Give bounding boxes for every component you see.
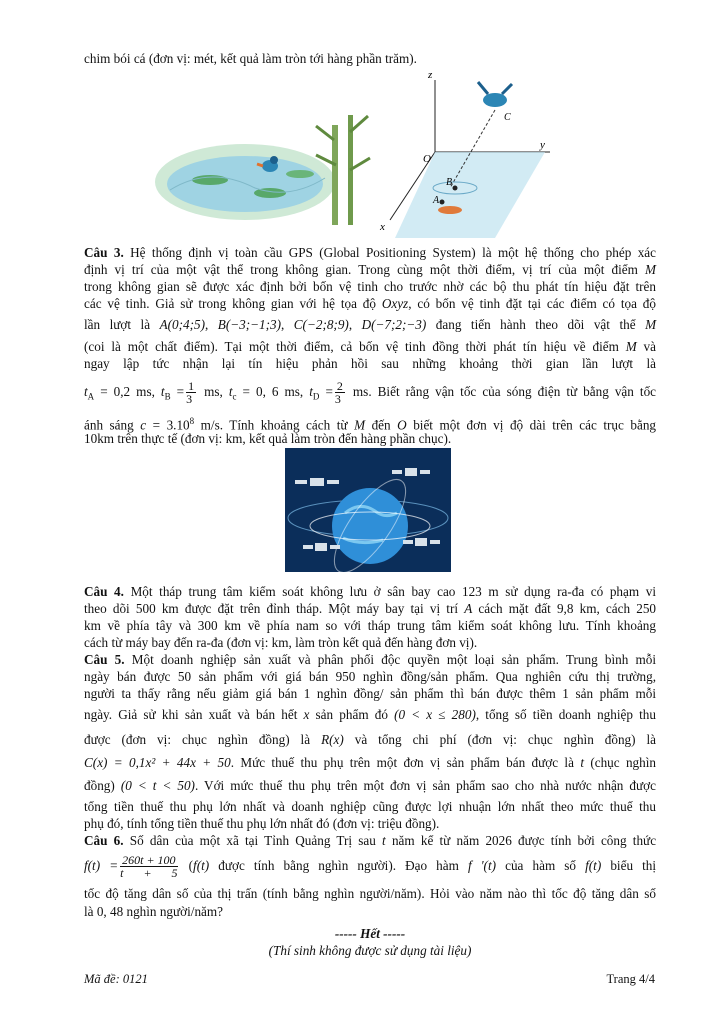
q3-line-10: 10km trên thực tế (đơn vị: km, kết quả làm tròn đến hàng phần chục). — [84, 431, 452, 446]
q5-line-2: ngày bán được 50 sản phẩm với giá bán 950 nghìn đồng/sản phẩm. Qua nghiên cứu thị trường, — [84, 669, 656, 684]
q3-line-5: lần lượt là A(0;4;5), B(−3;−1;3), C(−2;8;9), D(−7;2;−3) đang tiến hành theo dõi vật thể M — [84, 317, 657, 332]
q5-line-5: được (đơn vị: chục nghìn đồng) là R(x) và tổng chi phí (đơn vị: chục nghìn đồng) là — [84, 732, 657, 747]
figure-pond-coordinate — [150, 70, 570, 240]
point-a-label: A — [433, 195, 440, 206]
q5-label: Câu 5. — [84, 652, 125, 667]
q4-line-4: cách từ máy bay đến ra-đa (đơn vị: km, làm tròn kết quả đến hàng đơn vị). — [84, 635, 478, 650]
coordinate-system — [379, 70, 550, 238]
kingfisher-pond-illustration — [155, 115, 370, 225]
q5-line-7: đồng) (0 < t < 50). Với mức thuế thu phụ trên một đơn vị sản phẩm sao cho nhà nước nhận được — [84, 778, 656, 793]
q5-line-9: phụ đó, tính tổng tiền thuế thu phụ lớn nhất đó (đơn vị: triệu đồng). — [84, 816, 440, 831]
q3-line-9: ánh sáng $c = 3.10^8$ m/s. Tính khoảng cách từ M đến O biết một đơn vị độ dài trên các trục bằng — [84, 416, 657, 433]
x-axis-label: x — [380, 221, 385, 233]
end-mark: ----- Hết ----- — [334, 926, 406, 941]
exam-code: Mã đề: 0121 — [84, 972, 148, 986]
q3-line-8: $t_A = 0,2$ ms, $t_B$ = $\frac{1}{3}$ ms, $t_c = 0$, 6 ms, $t_D$ = $\frac{2}{3}$ ms. Biết rằng vận tốc của sóng điện từ bằng vận tốc — [84, 379, 657, 407]
q3-line-7: ngay lập tức nhận lại tín hiệu phản hồi sau những khoảng thời gian lần lượt là — [84, 356, 656, 371]
q6-line-1: Câu 6. Số dân của một xã tại Tỉnh Quảng Trị sau t năm kể từ năm 2026 được tính bởi công thức — [84, 833, 657, 848]
q5-line-3: người ta thấy rằng nếu giảm giá bán 1 nghìn đồng/ sản phẩm thì bán được thêm 1 sản phẩm mỗi — [84, 686, 656, 701]
q5-line-8: tổng tiền thuế thu phụ lớn nhất và doanh nghiệp cũng được lợi nhuận lớn nhất theo mức thuế thu — [84, 799, 656, 814]
q6-line-4: là 0, 48 nghìn người/năm? — [84, 904, 224, 919]
page-number: Trang 4/4 — [606, 972, 655, 986]
point-c-label: C — [504, 112, 511, 123]
q4-line-1: Câu 4. Một tháp trung tâm kiểm soát không lưu ở sân bay cao 123 m sử dụng ra-đa có phạm vi — [84, 584, 657, 599]
q5-line-1: Câu 5. Một doanh nghiệp sản xuất và phân phối độc quyền một loại sản phẩm. Trung bình mỗi — [84, 652, 657, 667]
no-materials-note: (Thí sinh không được sử dụng tài liệu) — [268, 943, 472, 958]
q3-line-4: các vệ tinh. Giả sử trong không gian với hệ tọa độ Oxyz, có bốn vệ tinh đặt tại các điểm có tọa độ — [84, 296, 656, 311]
y-axis-label: y — [540, 139, 545, 151]
q5-line-6: C(x) = 0,1x² + 44x + 50. Mức thuế thu phụ trên một đơn vị sản phẩm bán được là t (chục nghìn — [84, 755, 656, 770]
q6-label: Câu 6. — [84, 833, 124, 848]
q5-line-4: ngày. Giả sử khi sản xuất và bán hết x sản phẩm đó (0 < x ≤ 280), tổng số tiền doanh nghiệp thu — [84, 707, 656, 722]
q3-line-3: trong không gian sẽ được xác định bởi bốn vệ tinh cho trước nhờ các bộ thu phát tín hiệu đặt trên — [84, 279, 656, 294]
z-axis-label: z — [428, 70, 433, 81]
q3-label: Câu 3. — [84, 245, 124, 260]
point-b-label: B — [446, 177, 453, 188]
q4-line-2: theo dõi 500 km được đặt trên đỉnh tháp. Một máy bay tại vị trí A cách mặt đất 9,8 km, cách 250 — [84, 601, 657, 616]
q3-line-1: Câu 3. Hệ thống định vị toàn cầu GPS (Global Positioning System) là một hệ thống cho phép xác — [84, 245, 656, 260]
top-line: chim bói cá (đơn vị: mét, kết quả làm tròn tới hàng phần trăm). — [84, 51, 417, 66]
q3-line-6: (coi là một chất điểm). Tại một thời điểm, cả bốn vệ tinh đồng thời phát tín hiệu về điểm M và — [84, 339, 656, 354]
q6-line-2: f(t) = $\frac{260t + 100}{t + 5}$ (f(t) được tính bằng nghìn người). Đạo hàm f '(t) của hàm số f(t) biểu thị — [84, 853, 657, 881]
q6-line-3: tốc độ tăng dân số của thị trấn (tính bằng nghìn người/năm). Hỏi vào năm nào thì tốc độ tăng dân số — [84, 886, 656, 901]
origin-label: O — [423, 153, 431, 165]
figure-gps-satellites — [285, 448, 451, 572]
q4-line-3: km về phía tây và 300 km về phía nam so với tháp trung tâm kiểm soát không lưu. Tính khoảng — [84, 618, 656, 633]
q4-label: Câu 4. — [84, 584, 124, 599]
q3-line-2: định vị trí của một vật thể trong không gian. Trong cùng một thời điểm, vị trí của một điểm M — [84, 262, 657, 277]
